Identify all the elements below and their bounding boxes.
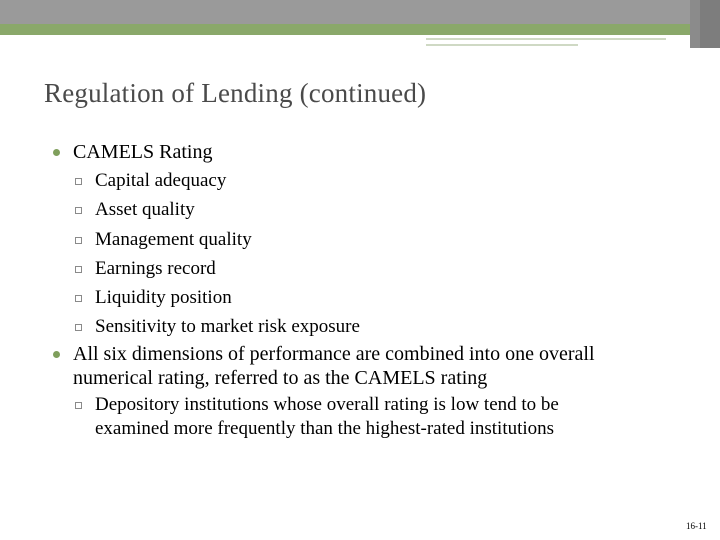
sub-bullet-text: Sensitivity to market risk exposure	[95, 316, 360, 338]
square-bullet-icon	[75, 207, 82, 214]
bullet-dot-icon	[53, 351, 60, 358]
sub-bullet	[52, 393, 692, 441]
corner-decor-block-inner	[700, 0, 720, 48]
square-bullet-icon	[75, 178, 82, 185]
square-bullet-icon	[75, 402, 82, 409]
page-number: 16-11	[686, 521, 707, 531]
top-decor-bar	[0, 0, 720, 24]
sub-bullet	[52, 312, 692, 341]
square-bullet-icon	[75, 266, 82, 273]
square-bullet-icon	[75, 324, 82, 331]
sub-bullet-text: Asset quality	[95, 199, 195, 221]
slide-body	[52, 140, 692, 441]
square-bullet-icon	[75, 295, 82, 302]
bullet-text-line: numerical rating, referred to as the CAMELS rating	[73, 366, 488, 389]
bullet-dot-icon	[53, 149, 60, 156]
sub-bullet	[52, 254, 692, 283]
sub-bullet-text: Earnings record	[95, 257, 216, 279]
decor-line	[426, 38, 666, 40]
slide-title: Regulation of Lending (continued)	[44, 78, 427, 108]
bullet-camels-rating	[52, 140, 692, 164]
bullet-text: CAMELS Rating	[73, 141, 213, 163]
bullet-text-line: All six dimensions of performance are combined into one overall	[73, 342, 595, 365]
sub-bullet	[52, 166, 692, 195]
sub-bullet-text-line: Depository institutions whose overall rating is low tend to be	[95, 393, 559, 415]
sub-bullet-text: Capital adequacy	[95, 170, 227, 191]
sub-bullet-text-line: examined more frequently than the highest-rated institutions	[95, 417, 555, 439]
decor-line-short	[426, 44, 578, 46]
square-bullet-icon	[75, 237, 82, 244]
sub-bullet	[52, 195, 692, 224]
sub-bullet	[52, 283, 692, 312]
sub-bullet	[52, 225, 692, 254]
sub-bullet-text: Management quality	[95, 228, 252, 250]
sub-bullet-text: Liquidity position	[95, 287, 232, 309]
top-accent-bar	[0, 24, 720, 35]
bullet-six-dimensions	[52, 342, 692, 390]
